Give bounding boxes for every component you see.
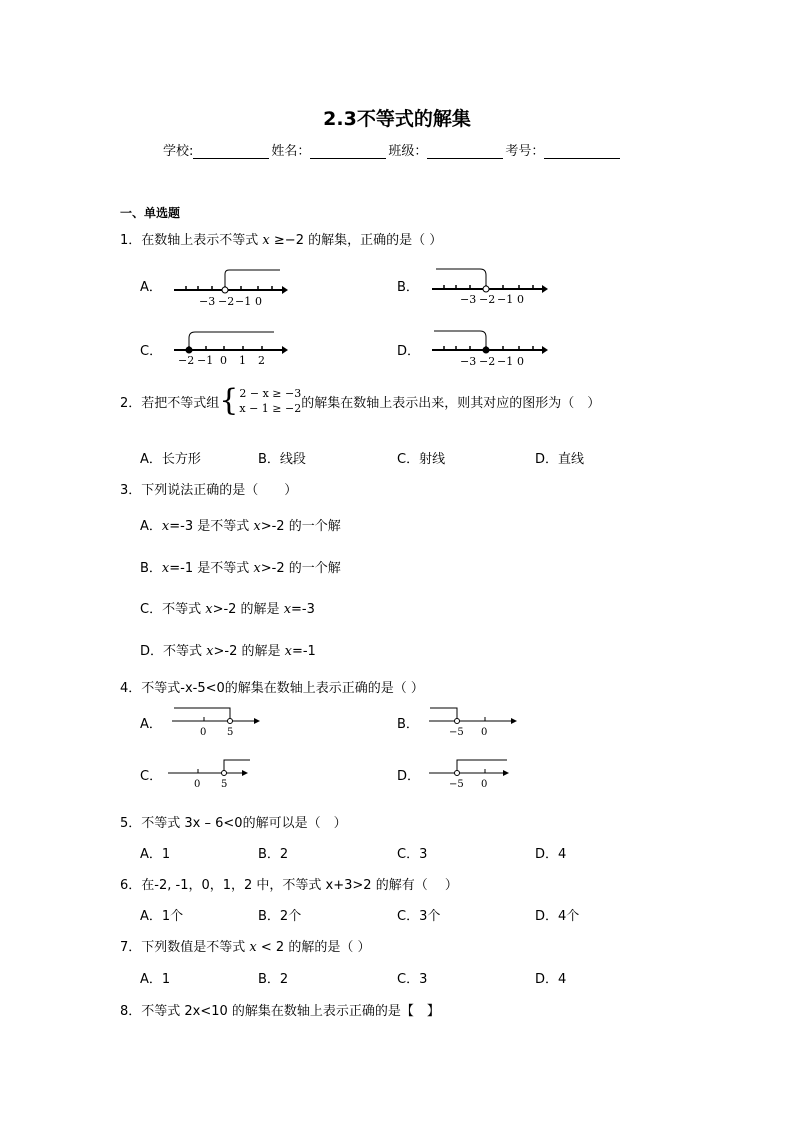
page-title: 2.3不等式的解集 [323, 108, 471, 130]
tick-label: 0 [517, 355, 524, 368]
tick-label: −1 [497, 355, 514, 368]
tick-label: 0 [481, 727, 488, 738]
q7-option-a: A．1 [140, 972, 171, 987]
question-8-stem: 8．不等式 2x<10 的解集在数轴上表示正确的是【 】 [120, 1004, 440, 1019]
tick-label: −5 [449, 779, 464, 790]
q2-option-d: D．直线 [535, 452, 585, 467]
tick-label: −3 [199, 295, 216, 308]
q4-option-a-numberline [170, 704, 262, 740]
q1-option-b-label: B． [397, 280, 419, 295]
q5-option-d: D．4 [535, 847, 567, 862]
q4-option-c-numberline [166, 755, 258, 791]
q5-option-c: C．3 [397, 847, 428, 862]
q1-option-c-numberline [172, 326, 288, 370]
question-7-stem: 7．下列数值是不等式 x < 2 的解的是（ ） [120, 940, 371, 955]
question-2-stem: 2．若把不等式组 { 2 − x ≥ −3 x − 1 ≥ −2 的解集在数轴上表示出来，则其对应的图形为（ ） [120, 383, 601, 418]
question-4-stem: 4．不等式-x-5<0的解集在数轴上表示正确的是（ ） [120, 681, 424, 696]
tick-label: 5 [227, 727, 234, 738]
q6-option-c: C．3个 [397, 909, 441, 924]
tick-label: −2 [218, 295, 235, 308]
q1-option-d-numberline [430, 327, 550, 371]
q3-option-b: B．x=-1 是不等式 x>-2 的一个解 [140, 561, 341, 576]
q1-option-a-numberline [172, 265, 288, 309]
tick-label: −3 [460, 355, 477, 368]
number-blank [544, 144, 620, 159]
inequality-system: { 2 − x ≥ −3 x − 1 ≥ −2 [219, 383, 302, 418]
q3-option-c: C．不等式 x>-2 的解是 x=-3 [140, 602, 315, 617]
class-label: 班级： [388, 144, 428, 159]
q1-option-a-label: A． [140, 280, 162, 295]
q3-option-d: D．不等式 x>-2 的解是 x=-1 [140, 644, 316, 659]
question-3-stem: 3．下列说法正确的是（ ） [120, 483, 298, 498]
q4-option-b-numberline [427, 704, 519, 740]
q2-option-b: B．线段 [258, 452, 306, 467]
q4-option-c-label: C． [140, 769, 163, 784]
q4-option-b-label: B． [397, 717, 419, 732]
name-label: 姓名： [271, 144, 311, 159]
question-5-stem: 5．不等式 3x – 6<0的解可以是（ ） [120, 816, 347, 831]
q2-option-c: C．射线 [397, 452, 446, 467]
tick-label: −2 [479, 355, 496, 368]
q1-option-c-label: C． [140, 344, 163, 359]
tick-label: 0 [255, 295, 262, 308]
q2-option-a: A．长方形 [140, 452, 201, 467]
tick-label: −1 [235, 295, 252, 308]
q1-option-d-label: D． [397, 344, 421, 359]
school-blank [193, 144, 269, 159]
q3-option-a: A．x=-3 是不等式 x>-2 的一个解 [140, 519, 341, 534]
section-heading: 一、单选题 [120, 206, 181, 220]
tick-label: −5 [449, 727, 464, 738]
q7-option-d: D．4 [535, 972, 567, 987]
tick-label: −1 [197, 354, 214, 367]
q7-option-b: B．2 [258, 972, 289, 987]
tick-label: −2 [479, 293, 496, 306]
q4-option-d-label: D． [397, 769, 421, 784]
tick-label: 0 [481, 779, 488, 790]
question-1-stem: 1．在数轴上表示不等式 x ≥−2 的解集，正确的是（ ） [120, 233, 443, 248]
tick-label: 0 [200, 727, 207, 738]
tick-label: 1 [239, 354, 246, 367]
q6-option-a: A．1个 [140, 909, 184, 924]
q5-option-a: A．1 [140, 847, 171, 862]
name-blank [310, 144, 386, 159]
class-blank [427, 144, 503, 159]
system-line-1: 2 − x ≥ −3 [239, 387, 302, 400]
tick-label: 2 [258, 354, 265, 367]
tick-label: −2 [178, 354, 195, 367]
tick-label: −1 [497, 293, 514, 306]
q4-option-a-label: A． [140, 717, 162, 732]
question-6-stem: 6．在-2, -1，0，1，2 中，不等式 x+3>2 的解有（ ） [120, 878, 458, 893]
q6-option-b: B．2个 [258, 909, 302, 924]
system-line-2: x − 1 ≥ −2 [239, 402, 302, 415]
tick-label: −3 [460, 293, 477, 306]
tick-label: 0 [220, 354, 227, 367]
q6-option-d: D．4个 [535, 909, 580, 924]
q1-option-b-numberline [430, 265, 550, 309]
q4-option-d-numberline [427, 755, 519, 791]
q7-option-c: C．3 [397, 972, 428, 987]
tick-label: 5 [221, 779, 228, 790]
tick-label: 0 [194, 779, 201, 790]
q5-option-b: B．2 [258, 847, 289, 862]
number-label: 考号： [505, 144, 545, 159]
school-label: 学校: [163, 144, 194, 159]
student-info-line [163, 140, 622, 159]
tick-label: 0 [517, 293, 524, 306]
